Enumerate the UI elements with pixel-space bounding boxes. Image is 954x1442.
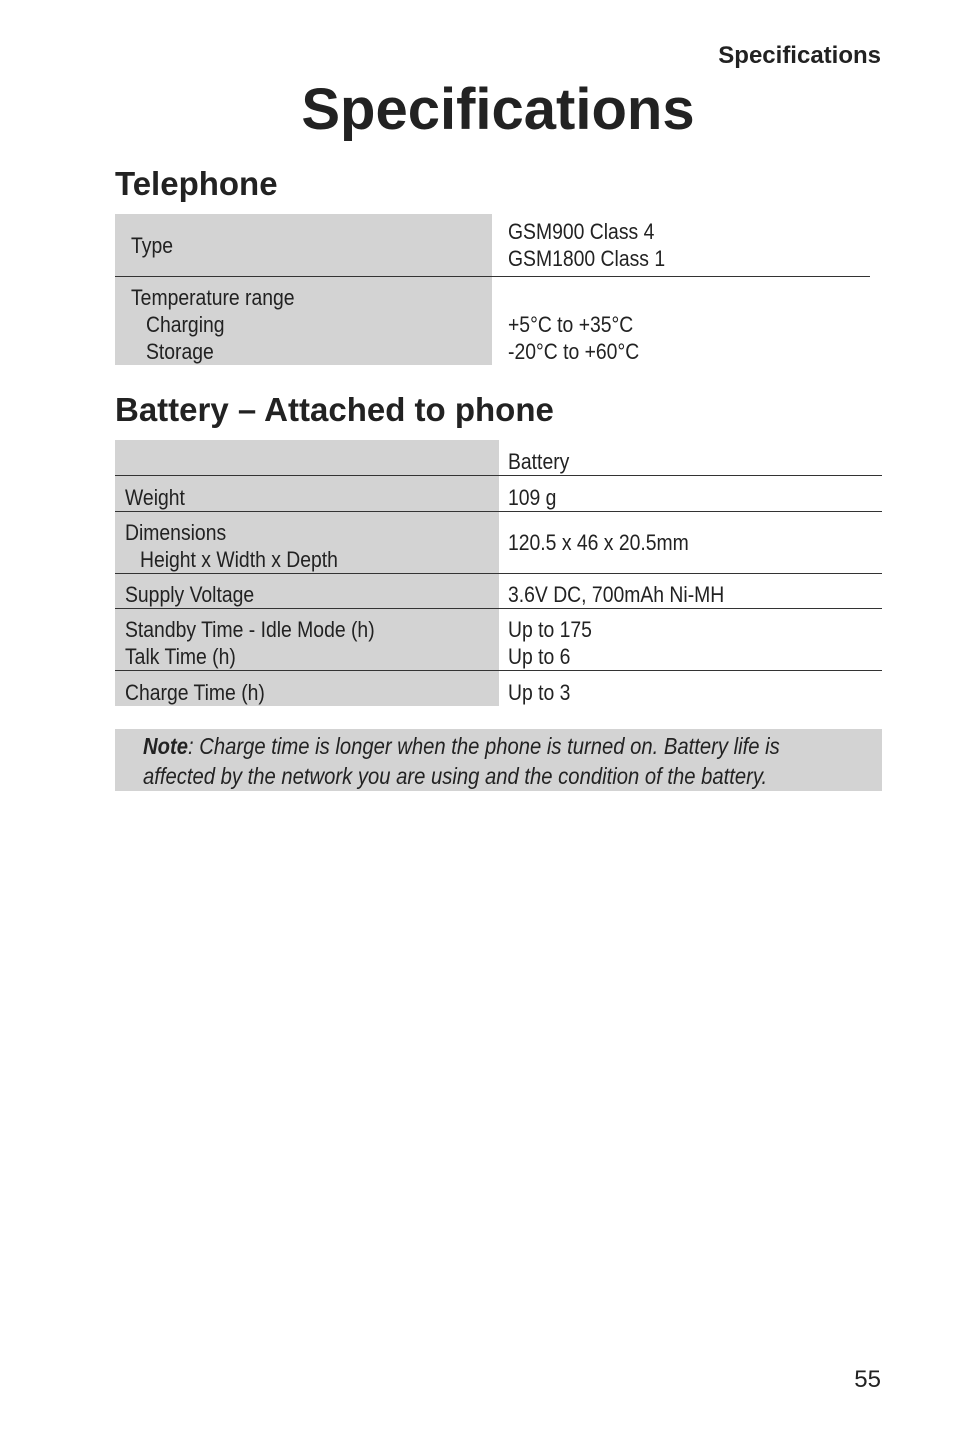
row-value-cell: [499, 440, 882, 475]
row-label: Temperature range: [131, 285, 295, 310]
note-line: [143, 731, 793, 761]
page-number: 55: [854, 1366, 881, 1393]
telephone-spec-table: [115, 214, 870, 365]
note-line: affected by the network you are using and the condition of the battery.: [143, 763, 768, 789]
row-value: +5°C to +35°C: [508, 312, 634, 337]
row-value-cell: [499, 574, 882, 608]
row-value-cell: [492, 214, 870, 276]
row-label-cell: [115, 214, 492, 276]
note-label: Note: [143, 733, 188, 759]
row-label-cell: [115, 512, 499, 573]
row-sublabel: Height x Width x Depth: [139, 547, 338, 572]
row-label-cell: [115, 440, 499, 475]
row-value: 109 g: [508, 485, 557, 510]
section-heading-telephone: Telephone: [115, 165, 278, 202]
row-value: -20°C to +60°C: [508, 339, 640, 364]
row-label-cell: [115, 609, 499, 670]
row-label: Standby Time - Idle Mode (h): [125, 617, 375, 642]
row-label-cell: [115, 671, 499, 706]
row-label-cell: [115, 574, 499, 608]
running-header: Specifications: [718, 42, 881, 69]
table-row: [115, 609, 882, 671]
row-value: Up to 6: [508, 644, 571, 669]
row-value-cell: [499, 609, 882, 670]
row-label: Talk Time (h): [125, 644, 236, 669]
row-value-cell: [492, 277, 870, 365]
page-title: Specifications: [301, 77, 695, 142]
row-label: Weight: [125, 485, 185, 510]
row-value: GSM900 Class 4: [508, 219, 655, 244]
row-value: GSM1800 Class 1: [508, 246, 666, 271]
row-label: Type: [131, 232, 173, 258]
row-value-cell: [499, 512, 882, 573]
column-header: Battery: [508, 449, 570, 474]
row-value: Up to 3: [508, 680, 571, 705]
table-header-row: [115, 440, 882, 476]
row-value: 120.5 x 46 x 20.5mm: [508, 530, 689, 555]
table-row: [115, 476, 882, 512]
note-box: [115, 729, 882, 791]
row-sublabel: Charging: [145, 312, 225, 337]
table-row: [115, 512, 882, 574]
table-row: [115, 214, 870, 277]
note-text: : Charge time is longer when the phone is turned on. Battery life is: [187, 733, 780, 759]
table-row: [115, 574, 882, 609]
row-label: Charge Time (h): [125, 680, 265, 705]
table-row: [115, 671, 882, 706]
row-value-cell: [499, 671, 882, 706]
row-value-cell: [499, 476, 882, 511]
row-label: Dimensions: [125, 520, 227, 545]
battery-spec-table: [115, 440, 882, 706]
row-sublabel: Storage: [145, 339, 214, 364]
row-value: 3.6V DC, 700mAh Ni-MH: [508, 582, 725, 607]
table-row: [115, 277, 870, 365]
row-label-cell: [115, 277, 492, 365]
section-heading-battery: Battery – Attached to phone: [115, 391, 554, 428]
row-label: Supply Voltage: [125, 582, 255, 607]
row-value: Up to 175: [508, 617, 592, 642]
row-label-cell: [115, 476, 499, 511]
